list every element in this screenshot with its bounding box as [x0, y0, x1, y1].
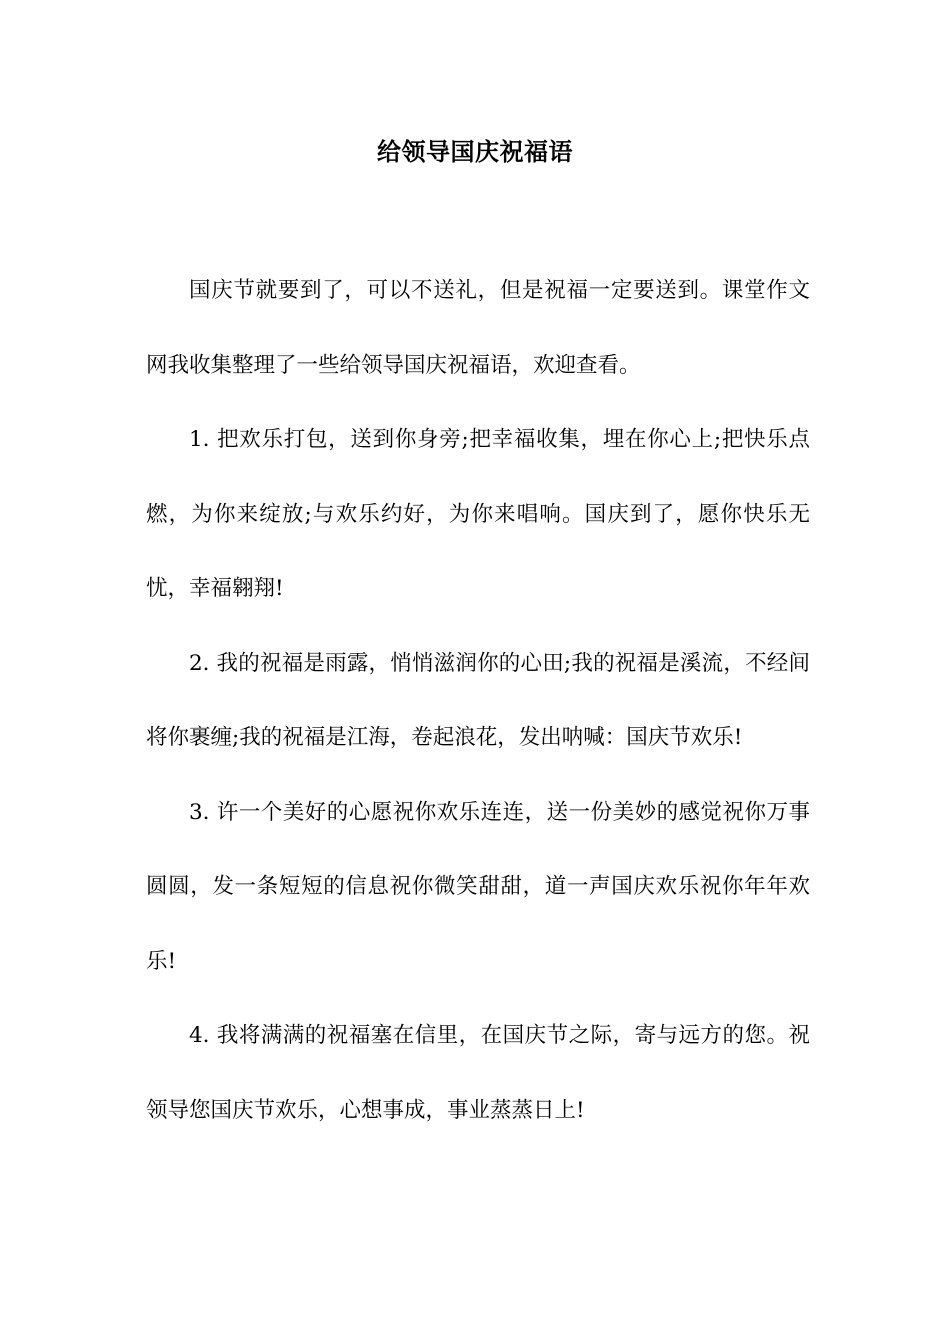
intro-paragraph: 国庆节就要到了，可以不送礼，但是祝福一定要送到。课堂作文网我收集整理了一些给领导国庆祝福语，欢迎查看。 [146, 278, 810, 378]
document-title: 给领导国庆祝福语 [377, 137, 573, 166]
document-body [146, 254, 810, 1148]
wish-item-3: 3. 许一个美好的心愿祝你欢乐连连，送一份美妙的感觉祝你万事圆圆，发一条短短的信息祝你微笑甜甜，道一声国庆欢乐祝你年年欢乐! [146, 799, 810, 974]
wish-item-1: 1. 把欢乐打包，送到你身旁;把幸福收集，埋在你心上;把快乐点燃，为你来绽放;与欢乐约好，为你来唱响。国庆到了，愿你快乐无忧，幸福翱翔! [146, 427, 810, 601]
wish-item-4: 4. 我将满满的祝福塞在信里，在国庆节之际，寄与远方的您。祝领导您国庆节欢乐，心想事成，事业蒸蒸日上! [146, 1023, 810, 1123]
wish-item-2: 2. 我的祝福是雨露，悄悄滋润你的心田;我的祝福是溪流，不经间将你裹缠;我的祝福是江海，卷起浪花，发出呐喊：国庆节欢乐! [146, 650, 810, 750]
